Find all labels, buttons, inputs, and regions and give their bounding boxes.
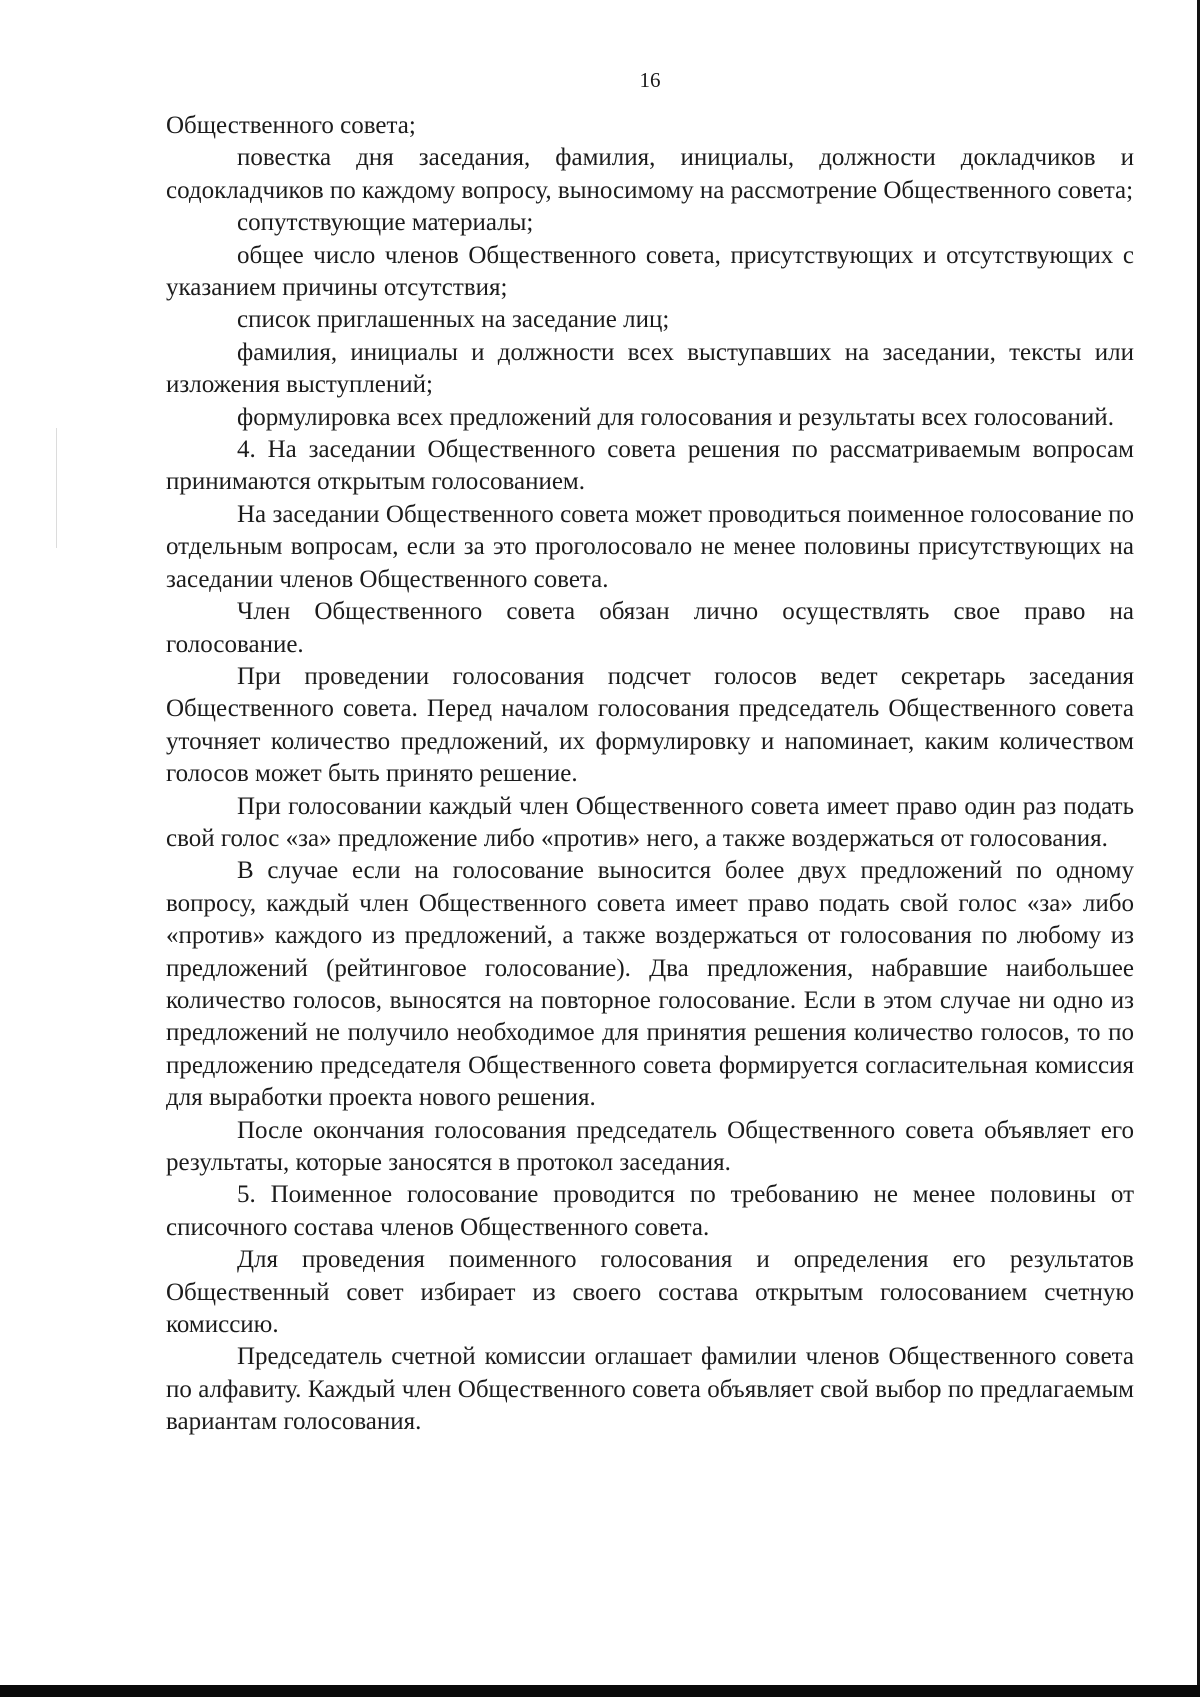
document-body [166, 110, 1134, 1439]
paragraph: При голосовании каждый член Общественного совета имеет право один раз подать свой голос «за» предложение либо «против» него, а также воздержаться от голосования. [166, 792, 1134, 852]
paragraph-continuation: Общественного совета; [166, 112, 416, 139]
paragraph: 4. На заседании Общественного совета решения по рассматриваемым вопросам принимаются открытым голосованием. [166, 436, 1134, 496]
paragraph: Для проведения поименного голосования и определения его результатов Общественный совет избирает из своего состава открытым голосованием счетную комиссию. [166, 1246, 1134, 1339]
paragraph: При проведении голосования подсчет голосов ведет секретарь заседания Общественного совета. Перед началом голосования председатель Общественного совета уточняет количество предложений, их формулировку и напоминает, каким количеством голосов может быть принято решение. [166, 662, 1134, 788]
paragraph: повестка дня заседания, фамилия, инициалы, должности докладчиков и содокладчиков по каждому вопросу, выносимому на рассмотрение Общественного совета; [166, 144, 1134, 204]
scan-margin-mark [56, 428, 57, 548]
scan-bottom-edge [0, 1685, 1200, 1697]
paragraph: общее число членов Общественного совета, присутствующих и отсутствующих с указанием причины отсутствия; [166, 241, 1134, 302]
paragraph: Председатель счетной комиссии оглашает фамилии членов Общественного совета по алфавиту. Каждый член Общественного совета объявляет свой выбор по предлагаемым вариантам голосования. [166, 1343, 1134, 1436]
paragraph: В случае если на голосование выносится более двух предложений по одному вопросу, каждый член Общественного совета имеет право подать свой голос «за» либо «против» каждого из предложений, а также воздержаться от голосования по любому из предложений (рейтинговое голосование). Два предложения, набравшие наибольшее количество голосов, выносятся на повторное голосование. Если в этом случае ни одно из предложений не получило необходимое для принятия решения количество голосов, то по предложению председателя Общественного совета формируется согласительная комиссия для выработки проекта нового решения. [166, 857, 1134, 1112]
paragraph: список приглашенных на заседание лиц; [237, 306, 670, 334]
paragraph: 5. Поименное голосование проводится по требованию не менее половины от списочного состава членов Общественного совета. [166, 1181, 1134, 1241]
paragraph: После окончания голосования председатель Общественного совета объявляет его результаты, которые заносятся в протокол заседания. [166, 1116, 1134, 1176]
page-number: 16 [639, 68, 661, 92]
paragraph: фамилия, инициалы и должности всех выступавших на заседании, тексты или изложения выступлений; [166, 338, 1134, 399]
paragraph: На заседании Общественного совета может проводиться поименное голосование по отдельным вопросам, если за это проголосовало не менее половины присутствующих на заседании членов Общественного совета. [166, 500, 1134, 593]
paragraph: сопутствующие материалы; [237, 209, 534, 237]
paragraph: формулировка всех предложений для голосования и результаты всех голосований. [237, 403, 1114, 431]
paragraph: Член Общественного совета обязан лично осуществлять свое право на голосование. [166, 598, 1134, 658]
